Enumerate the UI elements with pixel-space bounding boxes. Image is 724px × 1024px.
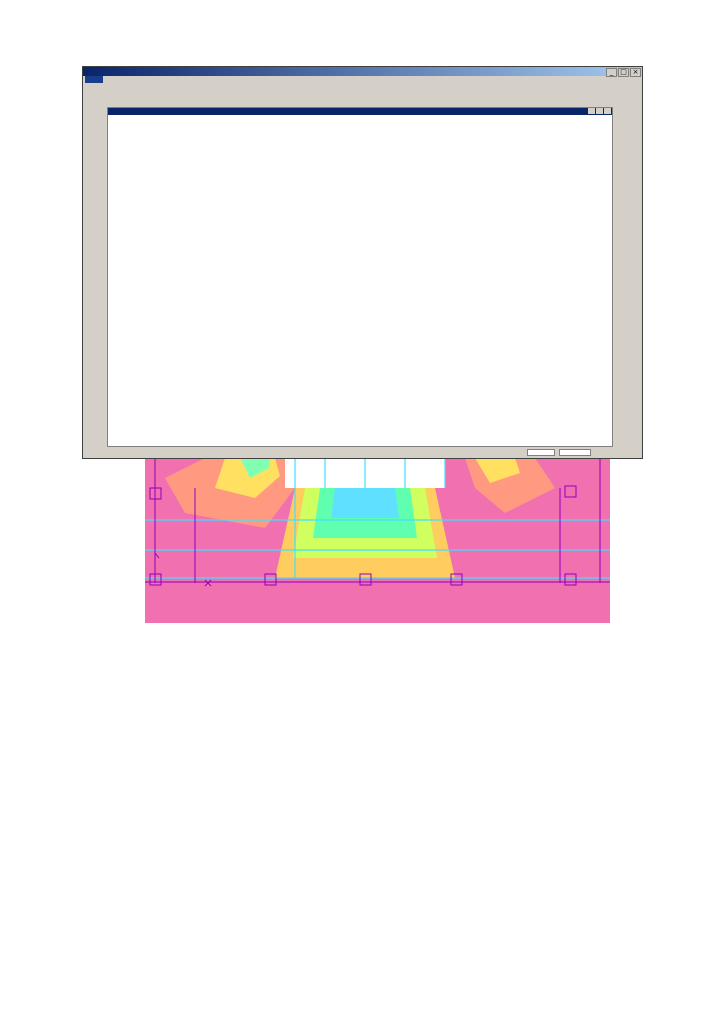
child-window-controls xyxy=(588,108,611,114)
building-stress-model xyxy=(108,115,612,434)
units-combo[interactable] xyxy=(559,449,591,456)
left-toolbar xyxy=(85,105,101,440)
stress-diagram-window xyxy=(107,107,613,447)
maximize-button[interactable]: □ xyxy=(618,68,629,77)
child-maximize-button[interactable] xyxy=(596,108,603,114)
window-controls xyxy=(606,68,641,77)
secondary-toolbar xyxy=(107,96,640,105)
etabs-statusbar xyxy=(107,448,640,457)
main-toolbar xyxy=(107,86,640,95)
etabs-window xyxy=(82,66,643,459)
etabs-menubar xyxy=(107,77,642,85)
stress-diagram-title xyxy=(108,108,612,115)
close-button[interactable]: × xyxy=(630,68,641,77)
etabs-stress-legend-labels xyxy=(98,433,589,441)
child-minimize-button[interactable] xyxy=(588,108,595,114)
child-close-button[interactable] xyxy=(604,108,611,114)
etabs-titlebar xyxy=(83,67,642,76)
slab-stress-contour xyxy=(145,458,610,623)
minimize-button[interactable]: _ xyxy=(606,68,617,77)
global-combo[interactable] xyxy=(527,449,555,456)
slab-stress-legend-labels xyxy=(82,604,643,621)
